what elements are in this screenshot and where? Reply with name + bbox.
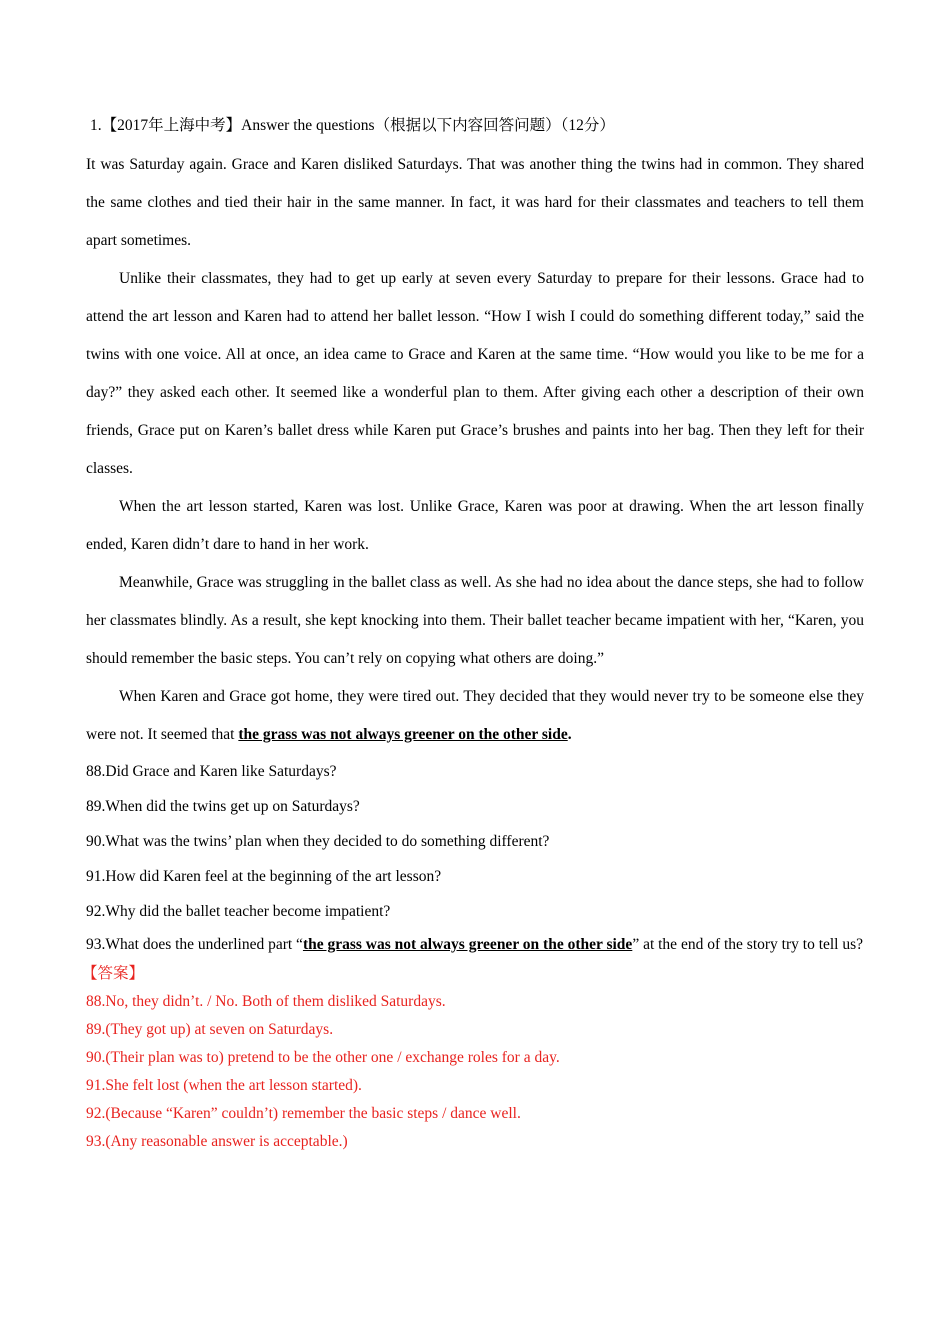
question-93 xyxy=(86,926,864,964)
paragraph-5-text: When Karen and Grace got home, they were tired out. They decided that they would never try to be someone else they were not. It seemed that xyxy=(86,688,864,743)
passage-paragraph-4: Meanwhile, Grace was struggling in the ballet class as well. As she had no idea about the dance steps, she had to follow her classmates blindly. As a result, she kept knocking into them. Their ballet teacher became impatient with her, “Karen, you should remember the basic steps. You can’t rely on copying what others are doing.” xyxy=(86,574,864,667)
answer-section xyxy=(82,960,864,1156)
answer-89: 89.(They got up) at seven on Saturdays. xyxy=(86,1021,334,1038)
passage-paragraph-2: Unlike their classmates, they had to get up early at seven every Saturday to prepare for their lessons. Grace had to attend the art lesson and Karen had to attend her ballet lesson. “How I wish I could do something different today,” said the twins with one voice. All at once, an idea came to Grace and Karen at the same time. “How would you like to be me for a day?” they asked each other. It seemed like a wonderful plan to them. After giving each other a description of their own friends, Grace put on Karen’s ballet dress while Karen put Grace’s brushes and paints into her bag. Then they left for their classes. xyxy=(86,270,864,477)
question-93-end: ” at the end of the story try to tell us? xyxy=(632,936,864,953)
passage-paragraph-3: When the art lesson started, Karen was lost. Unlike Grace, Karen was poor at drawing. When the art lesson finally ended, Karen didn’t dare to hand in her work. xyxy=(86,498,864,553)
question-91: 91.How did Karen feel at the beginning of the art lesson? xyxy=(86,868,442,885)
question-89: 89.When did the twins get up on Saturdays? xyxy=(86,798,360,815)
question-92: 92.Why did the ballet teacher become impatient? xyxy=(86,903,391,920)
question-93-text: 93.What does the underlined part “ xyxy=(86,936,303,953)
answer-heading: 【答案】 xyxy=(82,965,145,982)
question-90: 90.What was the twins’ plan when they decided to do something different? xyxy=(86,833,550,850)
question-93-underlined-phrase: the grass was not always greener on the other side xyxy=(302,936,633,953)
underlined-phrase: the grass was not always greener on the other side xyxy=(238,726,568,743)
question-88: 88.Did Grace and Karen like Saturdays? xyxy=(86,763,337,780)
paragraph-5-end: . xyxy=(567,726,572,743)
answer-91: 91.She felt lost (when the art lesson started). xyxy=(86,1077,362,1094)
question-title: 1.【2017年上海中考】Answer the questions（根据以下内容回答问题）（12分） xyxy=(90,117,615,134)
passage-paragraph-1: It was Saturday again. Grace and Karen disliked Saturdays. That was another thing the twins had in common. They shared the same clothes and tied their hair in the same manner. In fact, it was hard for their classmates and teachers to tell them apart sometimes. xyxy=(86,156,864,249)
question-list xyxy=(86,754,864,964)
answer-93: 93.(Any reasonable answer is acceptable.) xyxy=(86,1133,348,1150)
answer-92: 92.(Because “Karen” couldn’t) remember the basic steps / dance well. xyxy=(86,1105,521,1122)
answer-88: 88.No, they didn’t. / No. Both of them disliked Saturdays. xyxy=(86,993,446,1010)
document-page xyxy=(82,112,864,1156)
passage-paragraph-5 xyxy=(86,678,864,754)
answer-90: 90.(Their plan was to) pretend to be the other one / exchange roles for a day. xyxy=(86,1049,560,1066)
reading-passage xyxy=(86,146,864,754)
